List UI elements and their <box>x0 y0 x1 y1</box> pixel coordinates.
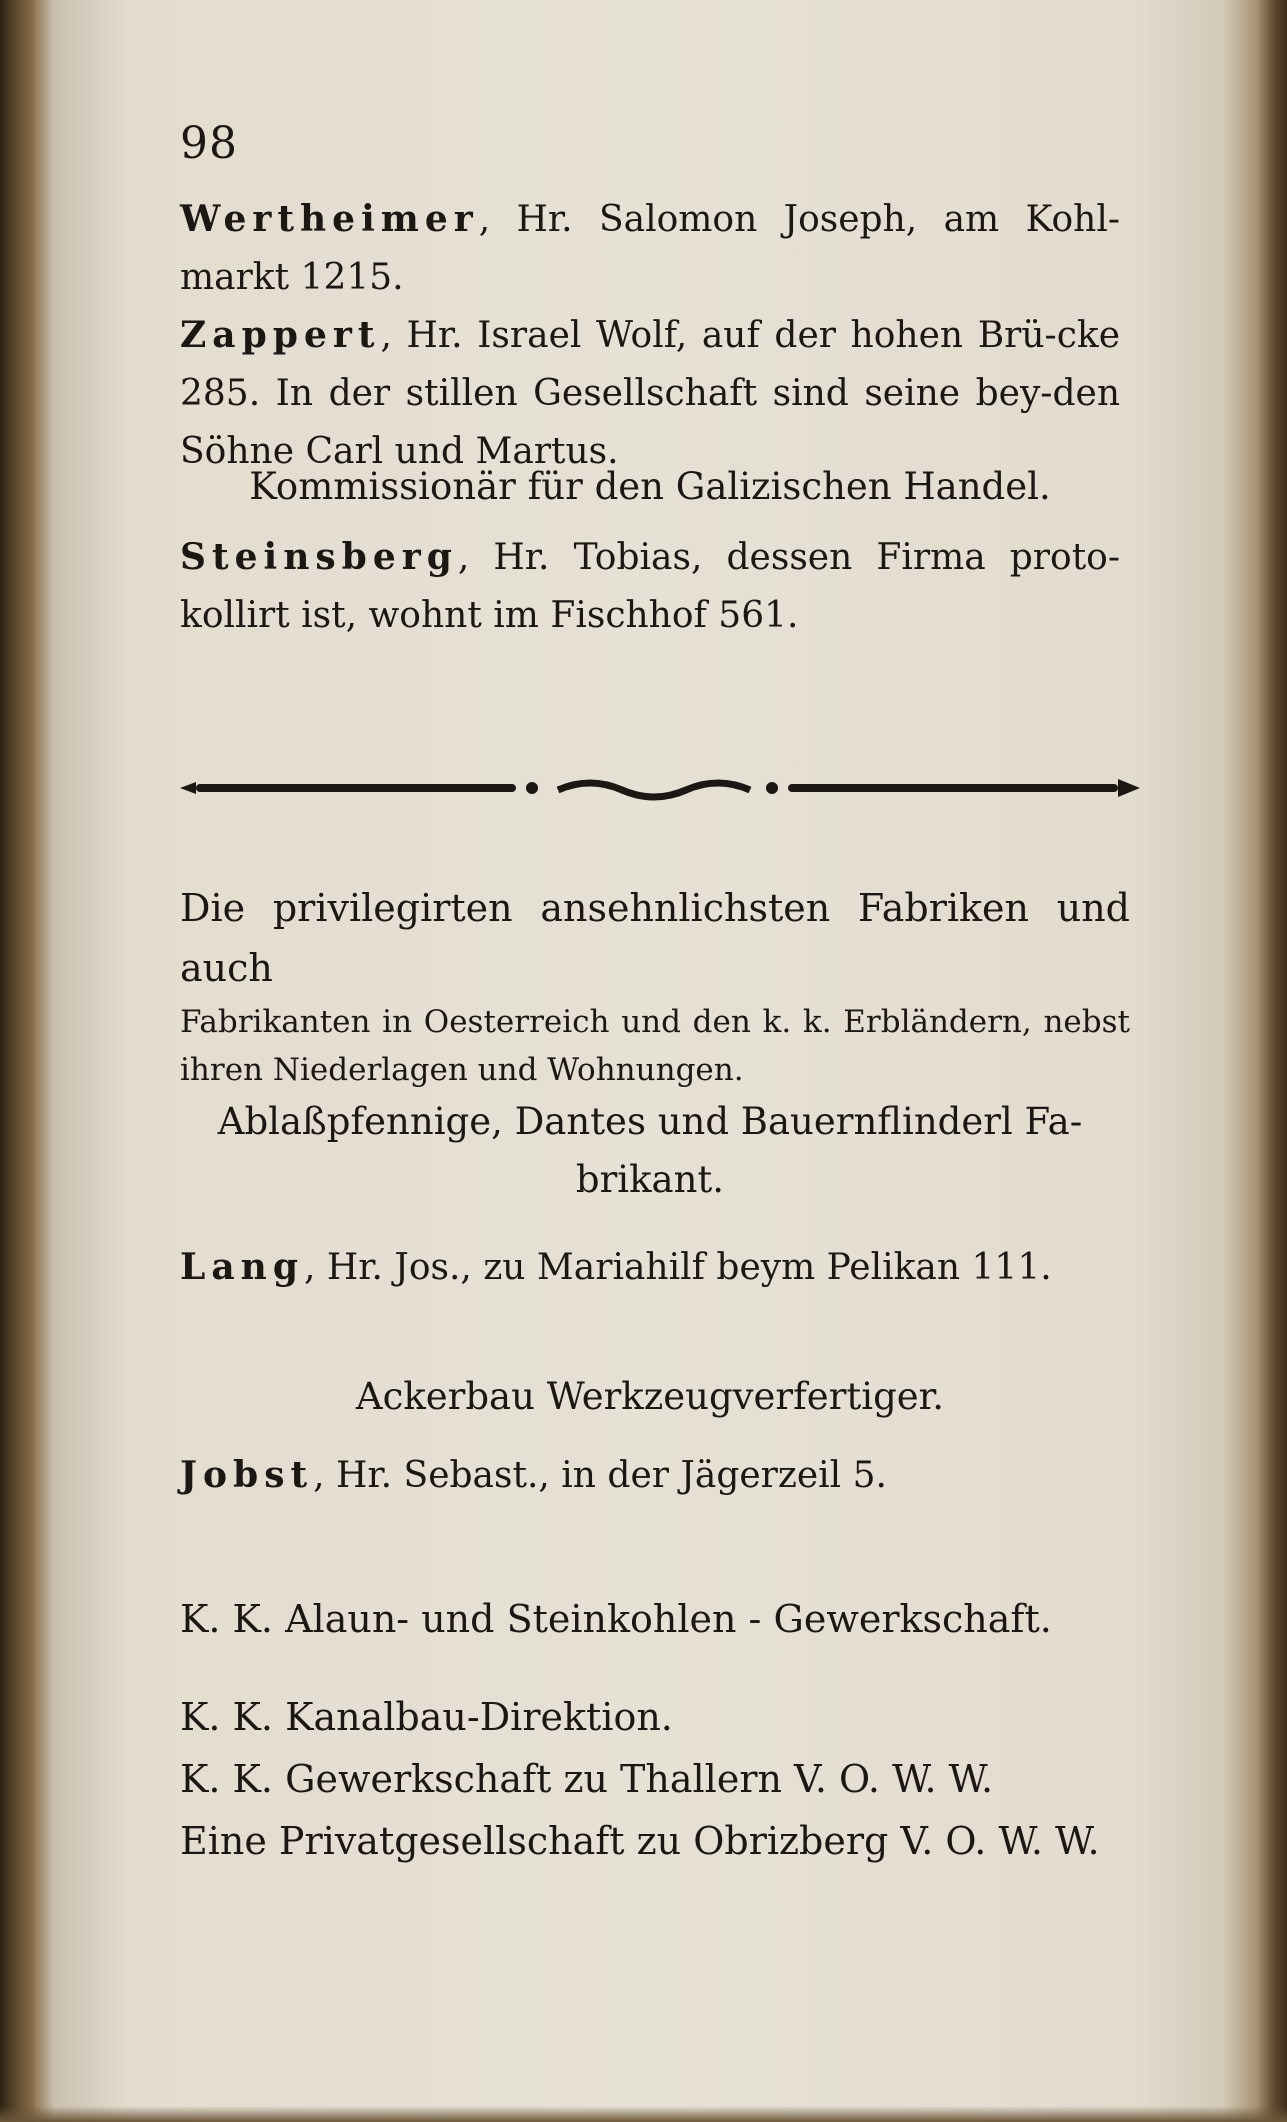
line-thallern: K. K. Gewerkschaft zu Thallern V. O. W. W. <box>180 1757 994 1801</box>
line-obrizberg: Eine Privatgesellschaft zu Obrizberg V. O. W. W. <box>180 1819 1100 1863</box>
book-binding <box>0 0 34 2122</box>
section-heading-kommissionaer: Kommissionär für den Galizischen Handel. <box>249 465 1051 508</box>
title-sub: Fabrikanten in Oesterreich und den k. k. Erbländern, nebst ihren Niederlagen und Wohnungen. <box>180 1004 1130 1088</box>
heading-alaun-gewerkschaft: K. K. Alaun- und Steinkohlen - Gewerkschaft. <box>180 1597 1052 1641</box>
section-title-fabriken <box>180 878 1130 1094</box>
entry-text: , Hr. Tobias, dessen Firma proto-kollirt ist, wohnt im Fischhof 561. <box>180 537 1120 636</box>
entry-name: Jobst <box>180 1454 314 1496</box>
entry-name: Steinsberg <box>180 536 458 578</box>
entry-name: Zappert <box>180 314 381 356</box>
entry-wertheimer <box>180 190 1120 307</box>
title-main: Die privilegirten ansehnlichsten Fabriken und auch <box>180 886 1130 990</box>
heading-ackerbau: Ackerbau Werkzeugverfertiger. <box>355 1375 945 1418</box>
entry-lang <box>180 1238 1120 1297</box>
entry-name: Wertheimer <box>180 198 479 240</box>
ornamental-divider <box>180 766 1140 810</box>
entry-text: , Hr. Sebast., in der Jägerzeil 5. <box>313 1455 887 1496</box>
entry-text: , Hr. Salomon Joseph, am Kohl-markt 1215. <box>180 199 1120 298</box>
page-bottom-edge <box>0 2106 1287 2122</box>
entry-jobst <box>180 1446 1120 1505</box>
entry-zappert <box>180 306 1120 481</box>
entry-steinsberg <box>180 528 1120 645</box>
entry-text: , Hr. Jos., zu Mariahilf beym Pelikan 111. <box>303 1247 1052 1288</box>
entry-text: , Hr. Israel Wolf, auf der hohen Brü-cke 285. In der stillen Gesellschaft sind seine bey-den Söhne Carl und Martus. <box>180 315 1120 472</box>
line-kanalbau: K. K. Kanalbau-Direktion. <box>180 1695 673 1739</box>
heading-ablasspfennige: Ablaßpfennige, Dantes und Bauernflinderl Fa-brikant. <box>217 1100 1083 1201</box>
page-number: 98 <box>180 118 238 169</box>
entry-name: Lang <box>180 1246 304 1288</box>
